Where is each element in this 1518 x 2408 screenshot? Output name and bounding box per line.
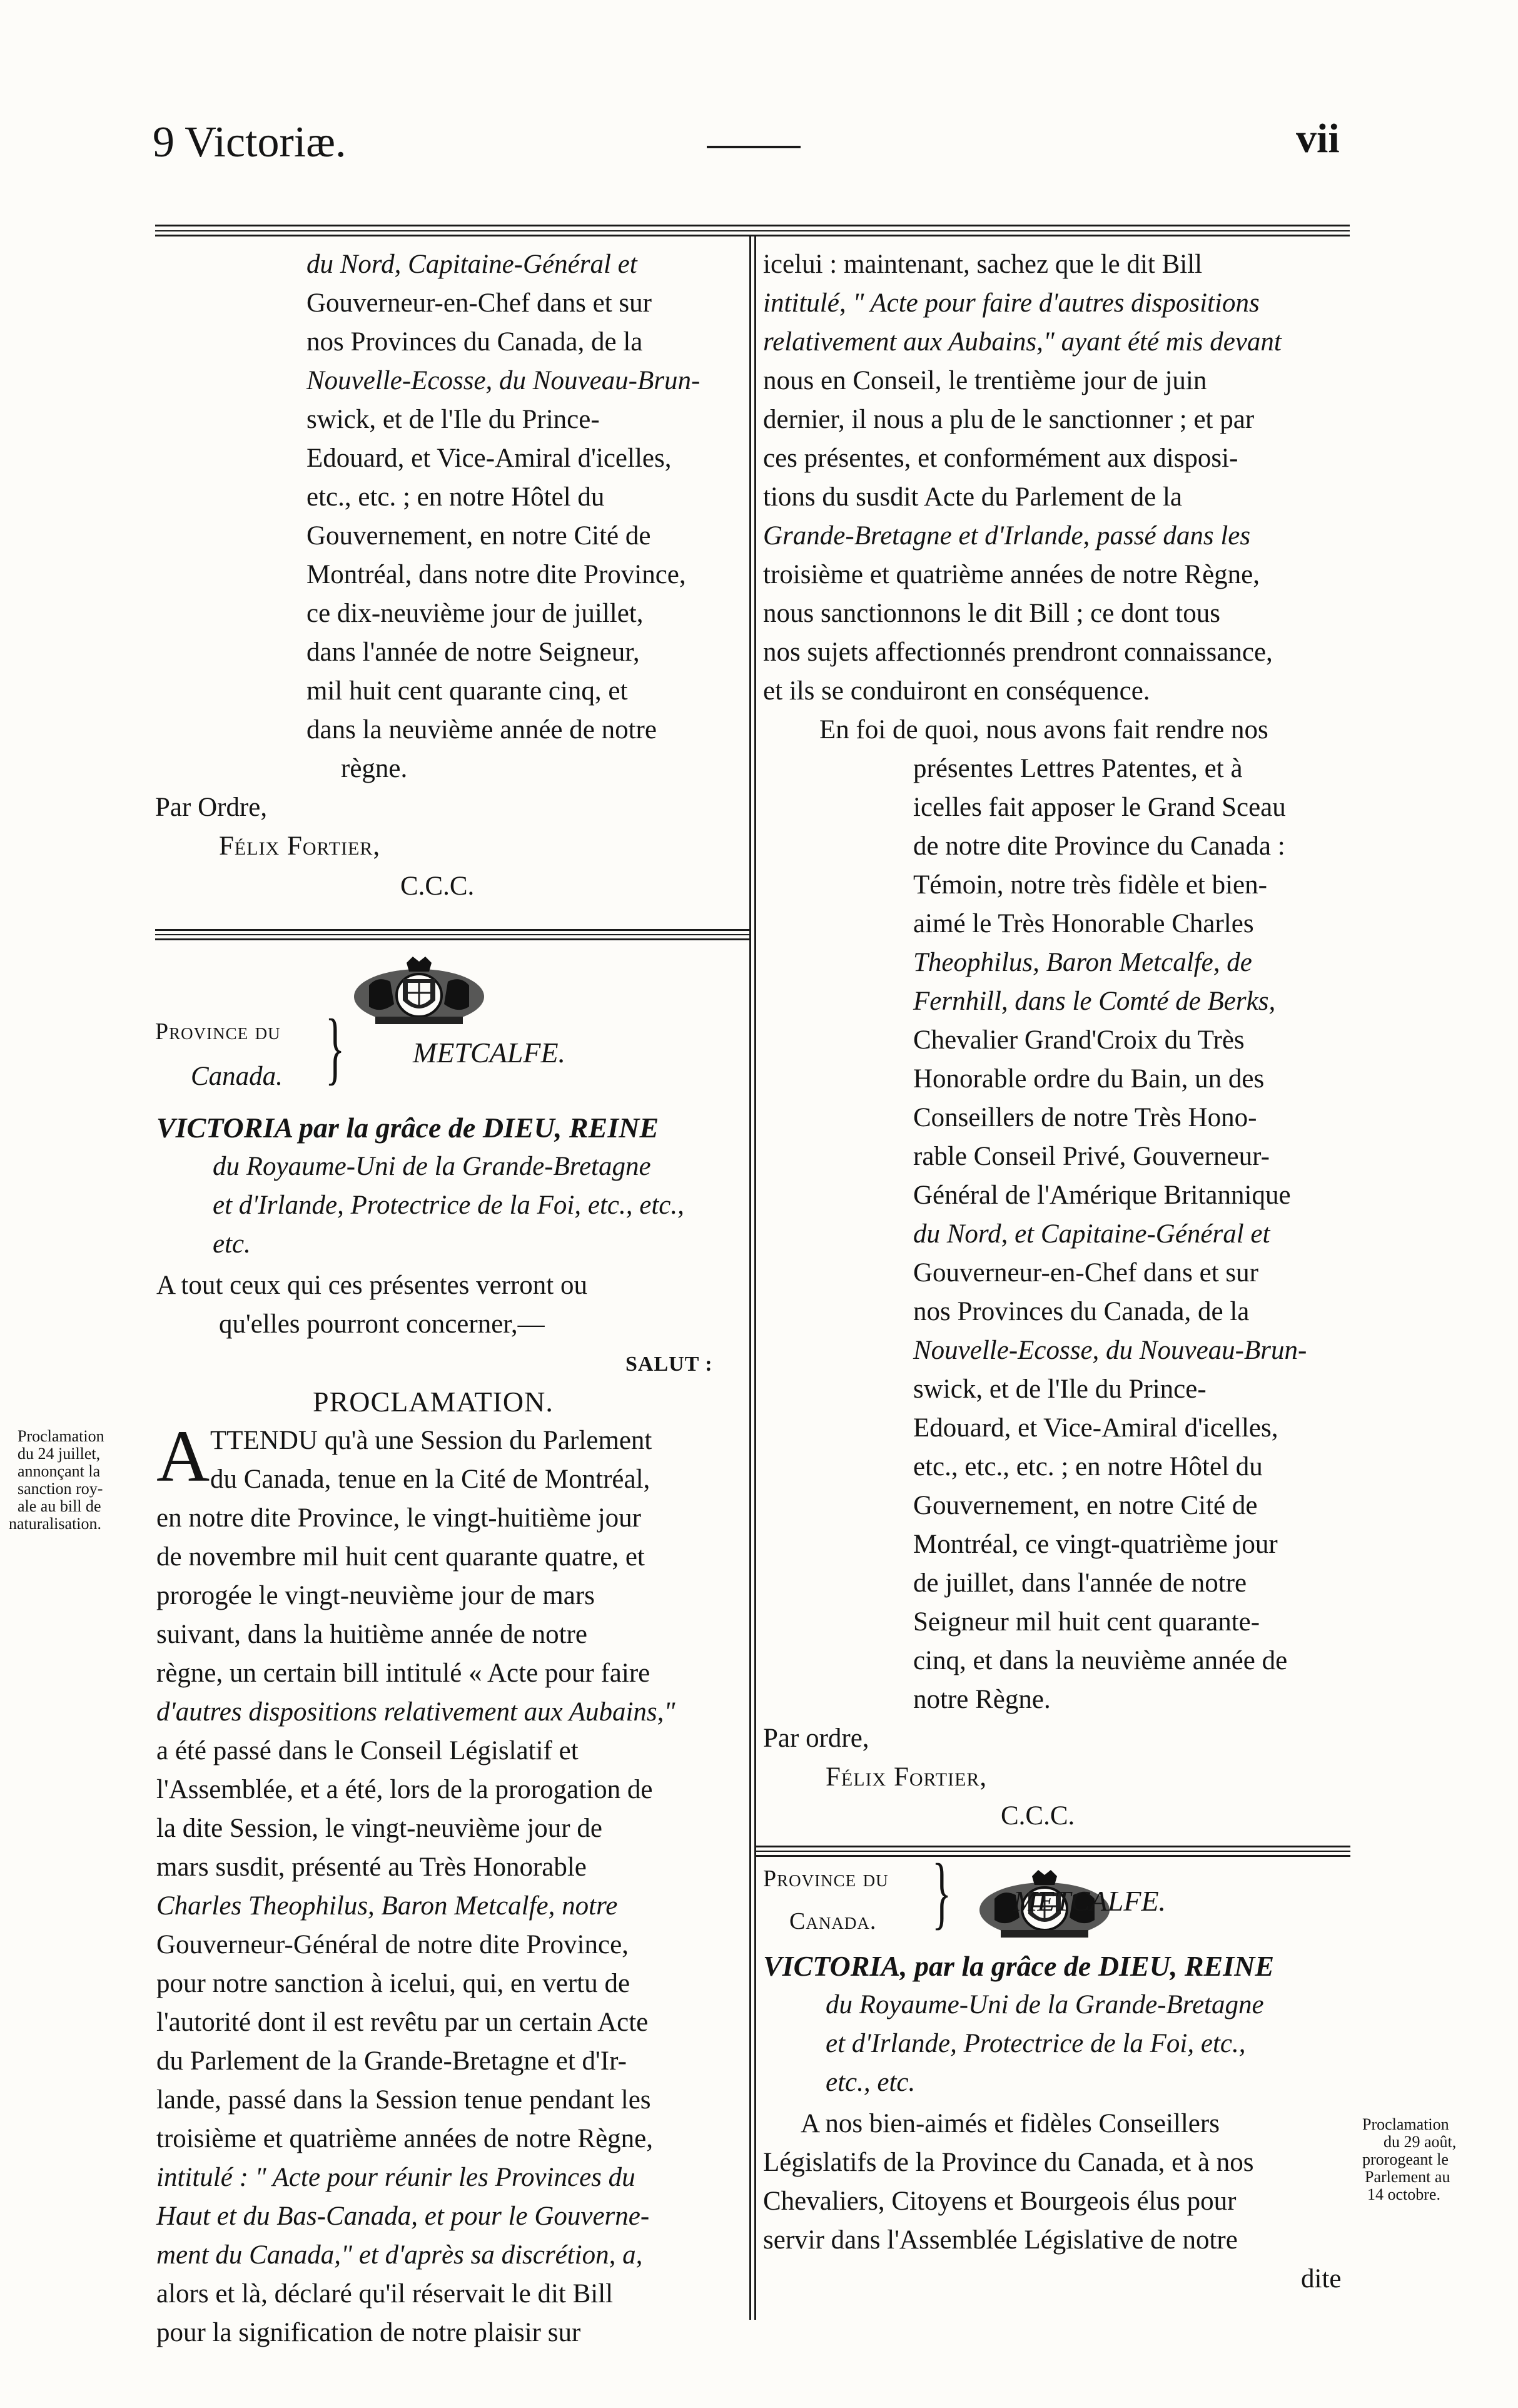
text-line: etc. <box>213 1229 251 1259</box>
catchword: dite <box>1301 2264 1342 2294</box>
text-line: Grande-Bretagne et d'Irlande, passé dans les <box>763 521 1251 551</box>
text-line: tions du susdit Acte du Parlement de la <box>763 482 1182 512</box>
header-dash <box>707 146 801 148</box>
text-line: l'Assemblée, et a été, lors de la prorogation de <box>156 1775 653 1804</box>
text-line: etc., etc., etc. ; en notre Hôtel du <box>913 1452 1263 1481</box>
royal-coat-of-arms-icon <box>350 954 488 1029</box>
text-line: Charles Theophilus, Baron Metcalfe, notre <box>156 1891 618 1921</box>
margin-note-line: Proclamation <box>1362 2115 1449 2133</box>
text-line: a été passé dans le Conseil Législatif et <box>156 1736 579 1765</box>
queen-title <box>763 1947 1274 1986</box>
text-line: la dite Session, le vingt-neuvième jour de <box>156 1814 602 1843</box>
par-ordre: Par ordre, <box>763 1724 869 1753</box>
text-line: nous sanctionnons le dit Bill ; ce dont tous <box>763 599 1220 628</box>
text-line: nous en Conseil, le trentième jour de juin <box>763 366 1207 395</box>
text-line: règne, un certain bill intitulé « Acte pour faire <box>156 1659 650 1688</box>
text-line: icelles fait apposer le Grand Sceau <box>913 793 1286 822</box>
margin-note-line: 14 octobre. <box>1367 2185 1440 2203</box>
text-line: dans la neuvième année de notre <box>306 715 657 744</box>
text-line: rable Conseil Privé, Gouverneur- <box>913 1142 1270 1171</box>
text-line: Gouverneur-en-Chef dans et sur <box>913 1258 1258 1288</box>
governor-name: METCALFE. <box>1013 1885 1166 1917</box>
text-line: pour la signification de notre plaisir sur <box>156 2318 581 2347</box>
text-line: icelui : maintenant, sachez que le dit Bill <box>763 250 1203 279</box>
margin-note-line: annonçant la <box>18 1462 101 1480</box>
text-line: mil huit cent quarante cinq, et <box>306 676 628 706</box>
margin-note-line: du 24 juillet, <box>18 1445 101 1463</box>
margin-note-line: du 29 août, <box>1384 2133 1457 2151</box>
text-line: Témoin, notre très fidèle et bien- <box>913 870 1267 900</box>
text-line: servir dans l'Assemblée Législative de notre <box>763 2225 1238 2255</box>
text-line: Edouard, et Vice-Amiral d'icelles, <box>913 1413 1278 1443</box>
signer-name: Félix Fortier, <box>219 831 381 861</box>
province-label: Province du <box>155 1019 281 1045</box>
text-line: nos sujets affectionnés prendront connaissance, <box>763 638 1273 667</box>
text-line: l'autorité dont il est revêtu par un certain Acte <box>156 2008 649 2037</box>
text-line: ces présentes, et conformément aux disposi- <box>763 444 1238 473</box>
province-canada: Canada. <box>789 1908 877 1934</box>
running-title: 9 Victoriæ. <box>153 118 347 166</box>
page-number: vii <box>1296 116 1340 161</box>
margin-note-line: prorogeant le <box>1362 2150 1449 2168</box>
text-line: et d'Irlande, Protectrice de la Foi, etc., <box>826 2029 1246 2058</box>
margin-note-line: naturalisation. <box>9 1515 102 1533</box>
par-ordre: Par Ordre, <box>155 793 268 822</box>
signer-title: C.C.C. <box>400 871 475 901</box>
queen-title <box>156 1109 659 1147</box>
governor-name: METCALFE. <box>413 1037 566 1069</box>
province-canada: Canada. <box>191 1062 283 1091</box>
text-line: swick, et de l'Ile du Prince- <box>306 405 600 434</box>
proclamation-heading: PROCLAMATION. <box>313 1386 554 1418</box>
text-line: cinq, et dans la neuvième année de <box>913 1646 1288 1675</box>
text-line: pour notre sanction à icelui, qui, en vertu de <box>156 1969 630 1998</box>
address-line: A tout ceux qui ces présentes verront ou <box>156 1271 588 1300</box>
text-line: intitulé, " Acte pour faire d'autres dispositions <box>763 288 1260 318</box>
text-line: Gouvernement, en notre Cité de <box>306 521 651 551</box>
text-line: du Parlement de la Grande-Bretagne et d'Ir- <box>156 2046 627 2076</box>
text-line: ment du Canada," et d'après sa discrétion, a, <box>156 2240 643 2270</box>
text-line: Chevaliers, Citoyens et Bourgeois élus pour <box>763 2187 1237 2216</box>
queen-title-text: VICTORIA par la grâce de DIEU, REINE <box>156 1112 659 1144</box>
signer-name: Félix Fortier, <box>826 1762 988 1792</box>
margin-note-line: ale au bill de <box>18 1497 101 1515</box>
text-line: Général de l'Amérique Britannique <box>913 1181 1291 1210</box>
text-line: prorogée le vingt-neuvième jour de mars <box>156 1581 595 1610</box>
text-line: du Nord, Capitaine-Général et <box>306 250 637 279</box>
text-line: présentes Lettres Patentes, et à <box>913 754 1243 783</box>
text-line: de notre dite Province du Canada : <box>913 831 1285 861</box>
column-divider <box>749 236 751 2320</box>
text-line: et ils se conduiront en conséquence. <box>763 676 1150 706</box>
top-rule <box>155 225 1350 226</box>
margin-note-line: sanction roy- <box>18 1480 103 1498</box>
address-line: qu'elles pourront concerner,— <box>219 1309 545 1339</box>
signer-title: C.C.C. <box>1001 1801 1075 1831</box>
brace: } <box>932 1847 952 1938</box>
section-rule <box>756 1846 1350 1847</box>
drop-cap: A <box>156 1415 210 1497</box>
text-line: Chevalier Grand'Croix du Très <box>913 1025 1245 1055</box>
text-line: de juillet, dans l'année de notre <box>913 1568 1247 1598</box>
text-line: troisième et quatrième années de notre Règne, <box>156 2124 653 2153</box>
text-line: A nos bien-aimés et fidèles Conseillers <box>801 2109 1220 2138</box>
text-line: et d'Irlande, Protectrice de la Foi, etc., etc., <box>213 1191 684 1220</box>
text-line: règne. <box>341 754 408 783</box>
text-line: nos Provinces du Canada, de la <box>306 327 643 357</box>
text-line: Theophilus, Baron Metcalfe, de <box>913 948 1252 977</box>
text-line: intitulé : " Acte pour réunir les Provinces du <box>156 2163 635 2192</box>
text-line: du Royaume-Uni de la Grande-Bretagne <box>213 1152 651 1181</box>
text-line: Gouverneur-en-Chef dans et sur <box>306 288 652 318</box>
text-line: swick, et de l'Ile du Prince- <box>913 1374 1207 1404</box>
text-line: relativement aux Aubains," ayant été mis devant <box>763 327 1282 357</box>
text-line: etc., etc. <box>826 2068 916 2097</box>
en-foi-line: En foi de quoi, nous avons fait rendre nos <box>819 715 1268 744</box>
text-line: TTENDU qu'à une Session du Parlement <box>210 1426 652 1455</box>
text-line: ce dix-neuvième jour de juillet, <box>306 599 644 628</box>
text-line: dernier, il nous a plu de le sanctionner ; et par <box>763 405 1255 434</box>
province-label: Province du <box>763 1866 889 1892</box>
text-line: nos Provinces du Canada, de la <box>913 1297 1250 1326</box>
text-line: Fernhill, dans le Comté de Berks, <box>913 987 1276 1016</box>
text-line: Edouard, et Vice-Amiral d'icelles, <box>306 444 672 473</box>
text-line: Nouvelle-Ecosse, du Nouveau-Brun- <box>306 366 701 395</box>
text-line: lande, passé dans la Session tenue pendant les <box>156 2085 651 2115</box>
text-line: notre Règne. <box>913 1685 1051 1714</box>
salut: SALUT : <box>625 1353 713 1376</box>
text-line: Montréal, dans notre dite Province, <box>306 560 686 589</box>
text-line: en notre dite Province, le vingt-huitième jour <box>156 1503 641 1533</box>
text-line: Seigneur mil huit cent quarante- <box>913 1607 1260 1637</box>
text-line: du Royaume-Uni de la Grande-Bretagne <box>826 1990 1264 2019</box>
text-line: Haut et du Bas-Canada, et pour le Gouverne- <box>156 2202 650 2231</box>
text-line: mars susdit, présenté au Très Honorable <box>156 1852 587 1882</box>
text-line: de novembre mil huit cent quarante quatre, et <box>156 1542 645 1572</box>
text-line: Législatifs de la Province du Canada, et à nos <box>763 2148 1254 2177</box>
margin-note-line: Parlement au <box>1365 2168 1450 2186</box>
text-line: Honorable ordre du Bain, un des <box>913 1064 1265 1094</box>
text-line: troisième et quatrième années de notre Règne, <box>763 560 1260 589</box>
queen-title-text: VICTORIA, par la grâce de DIEU, REINE <box>763 1950 1275 1982</box>
text-line: aimé le Très Honorable Charles <box>913 909 1254 938</box>
text-line: suivant, dans la huitième année de notre <box>156 1620 587 1649</box>
text-line: Gouvernement, en notre Cité de <box>913 1491 1258 1520</box>
text-line: Gouverneur-Général de notre dite Province, <box>156 1930 629 1959</box>
text-line: dans l'année de notre Seigneur, <box>306 638 640 667</box>
text-line: Nouvelle-Ecosse, du Nouveau-Brun- <box>913 1336 1307 1365</box>
text-line: Montréal, ce vingt-quatrième jour <box>913 1530 1278 1559</box>
text-line: du Nord, et Capitaine-Général et <box>913 1219 1270 1249</box>
brace: } <box>325 1003 345 1093</box>
text-line: d'autres dispositions relativement aux Aubains," <box>156 1697 676 1727</box>
margin-note-line: Proclamation <box>18 1427 104 1445</box>
text-line: alors et là, déclaré qu'il réservait le dit Bill <box>156 2279 614 2309</box>
text-line: etc., etc. ; en notre Hôtel du <box>306 482 605 512</box>
text-line: du Canada, tenue en la Cité de Montréal, <box>210 1465 650 1494</box>
section-rule <box>155 929 749 931</box>
text-line: Conseillers de notre Très Hono- <box>913 1103 1257 1132</box>
